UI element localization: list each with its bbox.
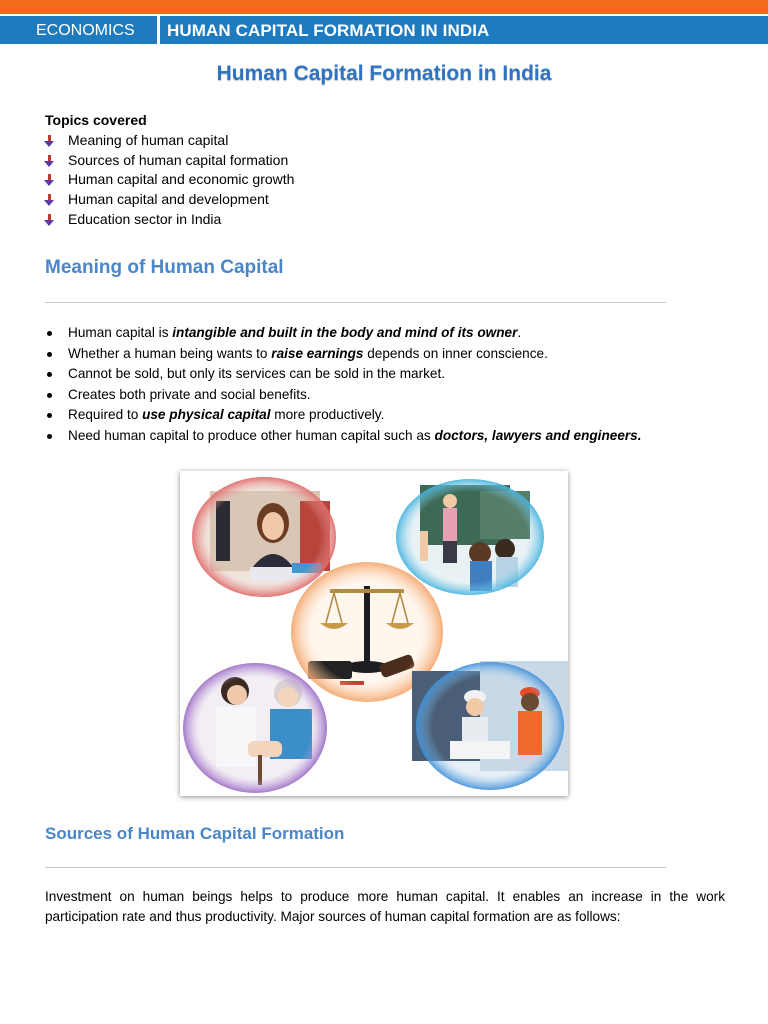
page-title: Human Capital Formation in India xyxy=(216,62,552,85)
bullet-dot-icon xyxy=(47,331,52,336)
emphasis-text: intangible and built in the body and mind of its owner xyxy=(172,325,518,340)
section-divider xyxy=(45,302,666,303)
topics-list xyxy=(44,131,294,229)
topic-label: Education sector in India xyxy=(68,210,222,227)
topic-item xyxy=(44,210,294,230)
bullet-item xyxy=(45,405,642,426)
arrow-down-icon xyxy=(44,214,54,226)
bullet-dot-icon xyxy=(47,413,52,418)
arrow-down-icon xyxy=(44,135,54,147)
arrow-down-icon xyxy=(44,155,54,167)
sources-paragraph: Investment on human beings helps to produce more human capital. It enables an increase in the work participation rate and thus productivity. Major sources of human capital formation are as follows: xyxy=(45,889,725,924)
bullet-text: . xyxy=(517,325,522,340)
bullet-text: Whether a human being wants to xyxy=(68,345,272,361)
arrow-down-icon xyxy=(44,194,54,206)
chapter-title: HUMAN CAPITAL FORMATION IN INDIA xyxy=(167,21,490,40)
topic-label: Meaning of human capital xyxy=(68,132,229,148)
bullet-text: Need human capital to produce other human capital such as xyxy=(68,427,435,443)
subject-label: ECONOMICS xyxy=(0,16,157,44)
section-heading-sources: Sources of Human Capital Formation xyxy=(45,824,345,843)
bullet-text: Cannot be sold, but only its services can be sold in the market. xyxy=(68,366,446,382)
bullet-item xyxy=(45,344,642,365)
bullet-item xyxy=(45,364,642,385)
professions-illustration xyxy=(180,471,568,796)
bullet-item xyxy=(45,385,642,406)
bullet-text: more productively. xyxy=(270,407,385,423)
bullet-dot-icon xyxy=(47,434,52,439)
topic-item xyxy=(44,190,294,210)
header-divider xyxy=(157,16,160,44)
topic-item xyxy=(44,151,294,171)
emphasis-text: raise earnings xyxy=(271,345,364,361)
bullet-text: Creates both private and social benefits. xyxy=(68,386,311,402)
engineers-circle xyxy=(412,661,568,790)
section-divider xyxy=(45,867,666,868)
bullet-item xyxy=(45,323,642,344)
topic-label: Sources of human capital formation xyxy=(68,151,289,168)
bullet-text: Human capital is xyxy=(68,325,173,340)
bullet-dot-icon xyxy=(47,352,52,357)
emphasis-text: doctors, lawyers and engineers. xyxy=(434,427,642,443)
bullet-text: depends on inner conscience. xyxy=(363,345,548,361)
bullet-dot-icon xyxy=(47,372,52,377)
arrow-down-icon xyxy=(44,174,54,186)
bullet-text: Required to xyxy=(68,407,143,423)
classroom-circle xyxy=(396,479,544,595)
bullet-dot-icon xyxy=(47,393,52,398)
professions-collage xyxy=(180,471,568,796)
doctor-circle xyxy=(183,663,327,793)
meaning-bullet-list xyxy=(45,323,642,447)
topic-label: Human capital and development xyxy=(68,191,269,208)
topic-item xyxy=(44,170,294,190)
emphasis-text: use physical capital xyxy=(142,407,271,423)
section-heading-meaning: Meaning of Human Capital xyxy=(45,257,284,278)
topics-heading: Topics covered xyxy=(45,112,147,128)
top-accent-bar xyxy=(0,0,768,14)
topic-item xyxy=(44,131,294,151)
office-worker-circle xyxy=(192,477,336,597)
bullet-item xyxy=(45,426,642,447)
topic-label: Human capital and economic growth xyxy=(68,171,295,188)
